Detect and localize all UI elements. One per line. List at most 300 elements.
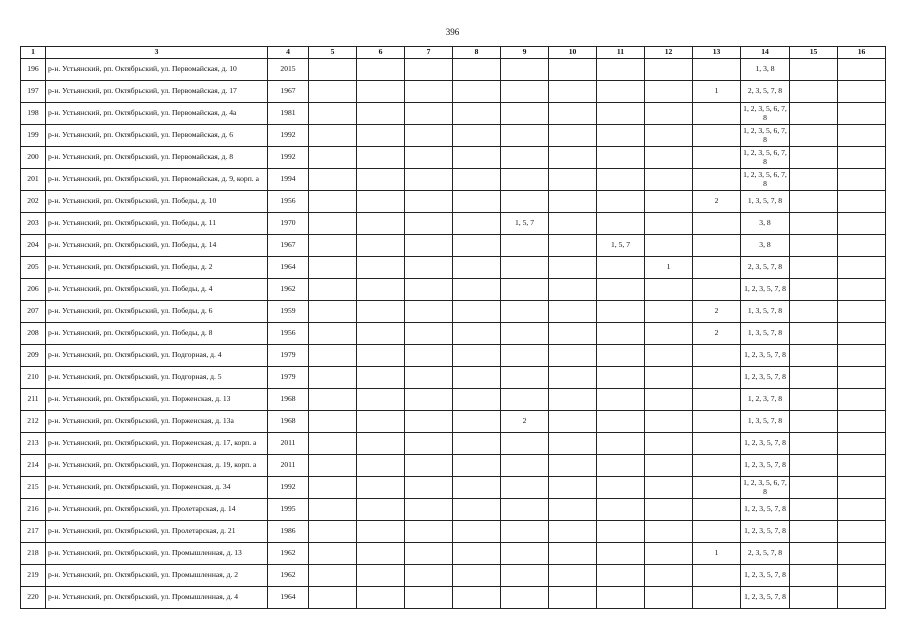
col5-cell — [309, 59, 357, 81]
col6-cell — [357, 147, 405, 169]
table-row — [21, 103, 886, 125]
address-cell: р-н. Устьянский, рп. Октябрьский, ул. Порженская, д. 19, корп. а — [46, 455, 268, 477]
col13-cell — [693, 147, 741, 169]
col9-cell — [501, 257, 549, 279]
row-number-cell: 196 — [21, 59, 46, 81]
row-number-cell: 205 — [21, 257, 46, 279]
col16-cell — [838, 125, 886, 147]
col12-cell — [645, 477, 693, 499]
col9-cell — [501, 389, 549, 411]
col15-cell — [790, 169, 838, 191]
col6-cell — [357, 389, 405, 411]
col14-cell: 2, 3, 5, 7, 8 — [741, 81, 790, 103]
col9-cell — [501, 235, 549, 257]
col5-cell — [309, 191, 357, 213]
year-cell: 1967 — [268, 235, 309, 257]
col5-cell — [309, 257, 357, 279]
col9-cell — [501, 433, 549, 455]
col16-cell — [838, 147, 886, 169]
col6-cell — [357, 257, 405, 279]
col10-cell — [549, 125, 597, 147]
col9-cell — [501, 81, 549, 103]
col11-cell — [597, 301, 645, 323]
col13-cell — [693, 125, 741, 147]
col8-cell — [453, 565, 501, 587]
col6-cell — [357, 345, 405, 367]
col15-cell — [790, 147, 838, 169]
col15-cell — [790, 279, 838, 301]
col13-cell: 2 — [693, 323, 741, 345]
col9-cell — [501, 301, 549, 323]
col12-cell — [645, 125, 693, 147]
year-cell: 1994 — [268, 169, 309, 191]
address-cell: р-н. Устьянский, рп. Октябрьский, ул. Победы, д. 11 — [46, 213, 268, 235]
col6-cell — [357, 323, 405, 345]
col5-cell — [309, 103, 357, 125]
year-cell: 2011 — [268, 455, 309, 477]
col16-cell — [838, 389, 886, 411]
table-row — [21, 279, 886, 301]
col16-cell — [838, 587, 886, 609]
address-cell: р-н. Устьянский, рп. Октябрьский, ул. Первомайская, д. 17 — [46, 81, 268, 103]
col13-cell — [693, 433, 741, 455]
col7-cell — [405, 147, 453, 169]
col12-cell — [645, 59, 693, 81]
col5-cell — [309, 455, 357, 477]
col7-cell — [405, 565, 453, 587]
year-cell: 1992 — [268, 147, 309, 169]
col6-cell — [357, 125, 405, 147]
col5-cell — [309, 587, 357, 609]
row-number-cell: 214 — [21, 455, 46, 477]
col12-cell — [645, 345, 693, 367]
col9-cell — [501, 477, 549, 499]
row-number-cell: 204 — [21, 235, 46, 257]
col14-cell: 3, 8 — [741, 213, 790, 235]
col9-cell — [501, 499, 549, 521]
col5-cell — [309, 389, 357, 411]
col15-cell — [790, 499, 838, 521]
col7-cell — [405, 411, 453, 433]
col12-cell — [645, 279, 693, 301]
col11-cell — [597, 125, 645, 147]
address-cell: р-н. Устьянский, рп. Октябрьский, ул. Промышленная, д. 13 — [46, 543, 268, 565]
col13-cell: 1 — [693, 543, 741, 565]
col5-cell — [309, 367, 357, 389]
col11-cell — [597, 587, 645, 609]
col10-cell — [549, 565, 597, 587]
col11-cell — [597, 477, 645, 499]
col6-cell — [357, 543, 405, 565]
col14-cell: 1, 2, 3, 5, 7, 8 — [741, 521, 790, 543]
address-cell: р-н. Устьянский, рп. Октябрьский, ул. Порженская, д. 17, корп. а — [46, 433, 268, 455]
col15-cell — [790, 213, 838, 235]
col13-cell — [693, 587, 741, 609]
col10-cell — [549, 323, 597, 345]
col8-cell — [453, 125, 501, 147]
col8-cell — [453, 257, 501, 279]
col11-cell — [597, 455, 645, 477]
col8-cell — [453, 235, 501, 257]
col6-cell — [357, 433, 405, 455]
col5-cell — [309, 147, 357, 169]
col14-cell: 1, 2, 3, 7, 8 — [741, 389, 790, 411]
col10-cell — [549, 543, 597, 565]
col15-cell — [790, 301, 838, 323]
table-row — [21, 499, 886, 521]
col16-cell — [838, 433, 886, 455]
address-cell: р-н. Устьянский, рп. Октябрьский, ул. Первомайская, д. 10 — [46, 59, 268, 81]
column-header: 1 — [21, 47, 46, 59]
col16-cell — [838, 411, 886, 433]
year-cell: 1956 — [268, 191, 309, 213]
col12-cell — [645, 543, 693, 565]
col9-cell — [501, 345, 549, 367]
col9-cell: 2 — [501, 411, 549, 433]
col5-cell — [309, 543, 357, 565]
col8-cell — [453, 411, 501, 433]
table-row — [21, 323, 886, 345]
col7-cell — [405, 477, 453, 499]
col8-cell — [453, 213, 501, 235]
col12-cell — [645, 301, 693, 323]
col14-cell: 1, 2, 3, 5, 7, 8 — [741, 455, 790, 477]
col5-cell — [309, 213, 357, 235]
row-number-cell: 198 — [21, 103, 46, 125]
table-row — [21, 81, 886, 103]
col14-cell: 1, 2, 3, 5, 7, 8 — [741, 279, 790, 301]
col15-cell — [790, 565, 838, 587]
year-cell: 2015 — [268, 59, 309, 81]
col7-cell — [405, 235, 453, 257]
col6-cell — [357, 301, 405, 323]
col16-cell — [838, 477, 886, 499]
col14-cell: 1, 3, 5, 7, 8 — [741, 411, 790, 433]
row-number-cell: 212 — [21, 411, 46, 433]
col6-cell — [357, 411, 405, 433]
table-row — [21, 169, 886, 191]
col14-cell: 1, 3, 5, 7, 8 — [741, 191, 790, 213]
row-number-cell: 216 — [21, 499, 46, 521]
year-cell: 1986 — [268, 521, 309, 543]
col12-cell — [645, 367, 693, 389]
col15-cell — [790, 323, 838, 345]
col13-cell — [693, 103, 741, 125]
table-row — [21, 367, 886, 389]
col8-cell — [453, 301, 501, 323]
col15-cell — [790, 477, 838, 499]
col10-cell — [549, 103, 597, 125]
col6-cell — [357, 213, 405, 235]
column-header: 13 — [693, 47, 741, 59]
col16-cell — [838, 191, 886, 213]
col13-cell — [693, 521, 741, 543]
row-number-cell: 200 — [21, 147, 46, 169]
year-cell: 1964 — [268, 257, 309, 279]
col15-cell — [790, 587, 838, 609]
year-cell: 1979 — [268, 367, 309, 389]
col15-cell — [790, 455, 838, 477]
col16-cell — [838, 279, 886, 301]
col16-cell — [838, 521, 886, 543]
col9-cell — [501, 169, 549, 191]
col12-cell — [645, 147, 693, 169]
col8-cell — [453, 279, 501, 301]
col15-cell — [790, 345, 838, 367]
year-cell: 1962 — [268, 543, 309, 565]
col5-cell — [309, 499, 357, 521]
column-header: 11 — [597, 47, 645, 59]
col16-cell — [838, 59, 886, 81]
col8-cell — [453, 345, 501, 367]
row-number-cell: 219 — [21, 565, 46, 587]
col11-cell — [597, 367, 645, 389]
col13-cell: 1 — [693, 81, 741, 103]
col12-cell — [645, 103, 693, 125]
table-row — [21, 257, 886, 279]
table-row — [21, 477, 886, 499]
row-number-cell: 202 — [21, 191, 46, 213]
row-number-cell: 208 — [21, 323, 46, 345]
col13-cell — [693, 279, 741, 301]
row-number-cell: 206 — [21, 279, 46, 301]
col7-cell — [405, 59, 453, 81]
address-cell: р-н. Устьянский, рп. Октябрьский, ул. Первомайская, д. 8 — [46, 147, 268, 169]
col9-cell — [501, 543, 549, 565]
col5-cell — [309, 323, 357, 345]
year-cell: 1981 — [268, 103, 309, 125]
table-row — [21, 213, 886, 235]
col14-cell: 1, 2, 3, 5, 7, 8 — [741, 499, 790, 521]
column-header: 15 — [790, 47, 838, 59]
address-cell: р-н. Устьянский, рп. Октябрьский, ул. Подгорная, д. 5 — [46, 367, 268, 389]
col5-cell — [309, 411, 357, 433]
col12-cell — [645, 565, 693, 587]
col13-cell — [693, 499, 741, 521]
address-cell: р-н. Устьянский, рп. Октябрьский, ул. Победы, д. 2 — [46, 257, 268, 279]
col8-cell — [453, 455, 501, 477]
row-number-cell: 218 — [21, 543, 46, 565]
col6-cell — [357, 565, 405, 587]
col15-cell — [790, 59, 838, 81]
col8-cell — [453, 367, 501, 389]
col13-cell — [693, 477, 741, 499]
col5-cell — [309, 169, 357, 191]
col9-cell — [501, 147, 549, 169]
col8-cell — [453, 59, 501, 81]
col7-cell — [405, 587, 453, 609]
page-number: 396 — [445, 27, 460, 37]
table-row — [21, 565, 886, 587]
col9-cell — [501, 587, 549, 609]
column-header: 7 — [405, 47, 453, 59]
col10-cell — [549, 411, 597, 433]
col10-cell — [549, 235, 597, 257]
col10-cell — [549, 213, 597, 235]
col6-cell — [357, 169, 405, 191]
address-cell: р-н. Устьянский, рп. Октябрьский, ул. Победы, д. 8 — [46, 323, 268, 345]
col6-cell — [357, 279, 405, 301]
col13-cell — [693, 389, 741, 411]
col10-cell — [549, 499, 597, 521]
column-header: 12 — [645, 47, 693, 59]
column-header: 6 — [357, 47, 405, 59]
year-cell: 1956 — [268, 323, 309, 345]
col10-cell — [549, 433, 597, 455]
column-header: 10 — [549, 47, 597, 59]
col14-cell: 1, 2, 3, 5, 6, 7, 8 — [741, 125, 790, 147]
col15-cell — [790, 389, 838, 411]
col15-cell — [790, 191, 838, 213]
col14-cell: 1, 3, 8 — [741, 59, 790, 81]
row-number-cell: 199 — [21, 125, 46, 147]
address-cell: р-н. Устьянский, рп. Октябрьский, ул. Пролетарская, д. 21 — [46, 521, 268, 543]
col13-cell — [693, 59, 741, 81]
col16-cell — [838, 565, 886, 587]
col13-cell — [693, 235, 741, 257]
address-cell: р-н. Устьянский, рп. Октябрьский, ул. Порженская, д. 34 — [46, 477, 268, 499]
row-number-cell: 220 — [21, 587, 46, 609]
col7-cell — [405, 169, 453, 191]
col10-cell — [549, 81, 597, 103]
col11-cell — [597, 279, 645, 301]
row-number-cell: 197 — [21, 81, 46, 103]
col5-cell — [309, 279, 357, 301]
col7-cell — [405, 257, 453, 279]
col12-cell — [645, 191, 693, 213]
col5-cell — [309, 345, 357, 367]
col14-cell: 1, 2, 3, 5, 7, 8 — [741, 433, 790, 455]
col7-cell — [405, 301, 453, 323]
year-cell: 1962 — [268, 279, 309, 301]
col10-cell — [549, 389, 597, 411]
year-cell: 1979 — [268, 345, 309, 367]
col8-cell — [453, 477, 501, 499]
col16-cell — [838, 257, 886, 279]
col15-cell — [790, 125, 838, 147]
col6-cell — [357, 455, 405, 477]
col14-cell: 2, 3, 5, 7, 8 — [741, 257, 790, 279]
row-number-cell: 207 — [21, 301, 46, 323]
table-row — [21, 389, 886, 411]
col5-cell — [309, 81, 357, 103]
col16-cell — [838, 543, 886, 565]
table-row — [21, 125, 886, 147]
col14-cell: 1, 2, 3, 5, 6, 7, 8 — [741, 103, 790, 125]
column-header: 4 — [268, 47, 309, 59]
col7-cell — [405, 125, 453, 147]
col16-cell — [838, 301, 886, 323]
row-number-cell: 201 — [21, 169, 46, 191]
col14-cell: 1, 3, 5, 7, 8 — [741, 323, 790, 345]
col10-cell — [549, 521, 597, 543]
col9-cell — [501, 279, 549, 301]
table-row — [21, 521, 886, 543]
col12-cell — [645, 213, 693, 235]
col12-cell — [645, 169, 693, 191]
col15-cell — [790, 367, 838, 389]
col6-cell — [357, 477, 405, 499]
col14-cell: 1, 3, 5, 7, 8 — [741, 301, 790, 323]
col9-cell — [501, 455, 549, 477]
col15-cell — [790, 433, 838, 455]
col16-cell — [838, 345, 886, 367]
col14-cell: 2, 3, 5, 7, 8 — [741, 543, 790, 565]
col7-cell — [405, 499, 453, 521]
col11-cell — [597, 521, 645, 543]
col5-cell — [309, 565, 357, 587]
table-row — [21, 543, 886, 565]
col15-cell — [790, 103, 838, 125]
col7-cell — [405, 191, 453, 213]
col7-cell — [405, 81, 453, 103]
col5-cell — [309, 301, 357, 323]
col10-cell — [549, 477, 597, 499]
column-header: 3 — [46, 47, 268, 59]
col8-cell — [453, 521, 501, 543]
col11-cell: 1, 5, 7 — [597, 235, 645, 257]
col7-cell — [405, 323, 453, 345]
col14-cell: 1, 2, 3, 5, 7, 8 — [741, 565, 790, 587]
col8-cell — [453, 389, 501, 411]
col13-cell — [693, 367, 741, 389]
col8-cell — [453, 147, 501, 169]
col6-cell — [357, 191, 405, 213]
col7-cell — [405, 345, 453, 367]
year-cell: 1962 — [268, 565, 309, 587]
col9-cell — [501, 367, 549, 389]
col15-cell — [790, 543, 838, 565]
year-cell: 1964 — [268, 587, 309, 609]
col10-cell — [549, 147, 597, 169]
col13-cell — [693, 455, 741, 477]
row-number-cell: 210 — [21, 367, 46, 389]
column-header: 5 — [309, 47, 357, 59]
col11-cell — [597, 103, 645, 125]
table-body — [21, 59, 886, 609]
col11-cell — [597, 169, 645, 191]
col9-cell — [501, 59, 549, 81]
col7-cell — [405, 103, 453, 125]
col8-cell — [453, 103, 501, 125]
col6-cell — [357, 103, 405, 125]
col11-cell — [597, 323, 645, 345]
col14-cell: 1, 2, 3, 5, 7, 8 — [741, 345, 790, 367]
address-cell: р-н. Устьянский, рп. Октябрьский, ул. Победы, д. 6 — [46, 301, 268, 323]
year-cell: 1967 — [268, 81, 309, 103]
address-cell: р-н. Устьянский, рп. Октябрьский, ул. Промышленная, д. 2 — [46, 565, 268, 587]
col16-cell — [838, 103, 886, 125]
address-cell: р-н. Устьянский, рп. Октябрьский, ул. Порженская, д. 13а — [46, 411, 268, 433]
col7-cell — [405, 543, 453, 565]
col11-cell — [597, 81, 645, 103]
col10-cell — [549, 169, 597, 191]
col15-cell — [790, 521, 838, 543]
col12-cell: 1 — [645, 257, 693, 279]
col13-cell — [693, 411, 741, 433]
col10-cell — [549, 257, 597, 279]
row-number-cell: 211 — [21, 389, 46, 411]
col14-cell: 1, 2, 3, 5, 7, 8 — [741, 367, 790, 389]
row-number-cell: 209 — [21, 345, 46, 367]
address-cell: р-н. Устьянский, рп. Октябрьский, ул. Пролетарская, д. 14 — [46, 499, 268, 521]
col16-cell — [838, 367, 886, 389]
row-number-cell: 215 — [21, 477, 46, 499]
col9-cell — [501, 565, 549, 587]
col16-cell — [838, 213, 886, 235]
col11-cell — [597, 499, 645, 521]
col15-cell — [790, 235, 838, 257]
